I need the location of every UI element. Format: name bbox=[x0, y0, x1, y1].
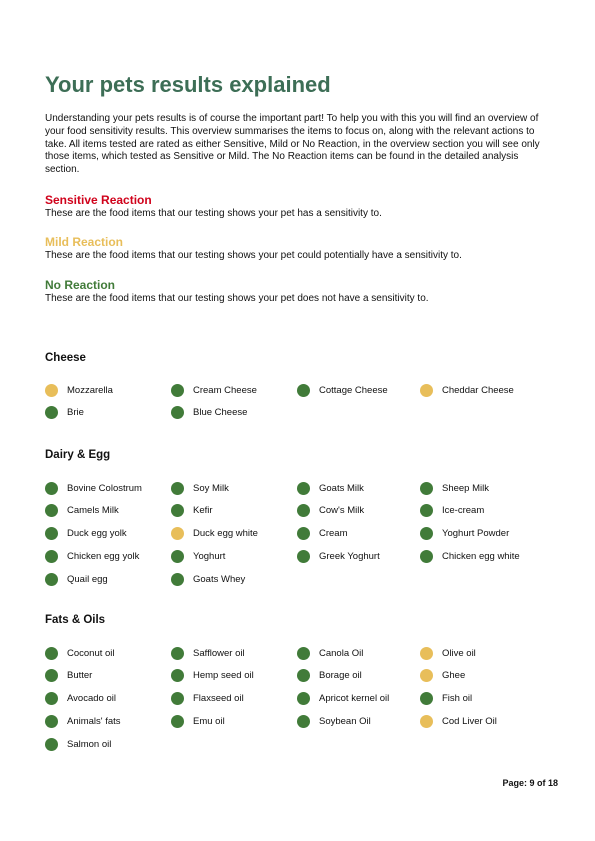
result-item-label: Cottage Cheese bbox=[319, 384, 388, 396]
status-dot-icon bbox=[420, 669, 433, 682]
status-dot-icon bbox=[171, 406, 184, 419]
status-dot-icon bbox=[297, 692, 310, 705]
result-item-label: Butter bbox=[67, 670, 93, 682]
section-title-dairy-egg: Dairy & Egg bbox=[45, 449, 111, 461]
result-item bbox=[171, 504, 213, 518]
section-title-cheese: Cheese bbox=[45, 352, 86, 364]
result-item bbox=[171, 406, 247, 420]
result-item-label: Blue Cheese bbox=[193, 407, 248, 419]
result-item-label: Cream bbox=[319, 528, 348, 540]
status-dot-icon bbox=[297, 384, 310, 397]
result-item bbox=[45, 692, 116, 706]
result-item bbox=[297, 481, 364, 495]
status-dot-icon bbox=[297, 482, 310, 495]
result-item bbox=[297, 549, 380, 563]
status-dot-icon bbox=[45, 550, 58, 563]
result-item-label: Quail egg bbox=[67, 573, 108, 585]
result-item bbox=[297, 692, 389, 706]
status-dot-icon bbox=[45, 573, 58, 586]
result-item bbox=[420, 669, 465, 683]
result-item bbox=[171, 481, 229, 495]
result-item bbox=[420, 714, 497, 728]
status-dot-icon bbox=[420, 692, 433, 705]
status-dot-icon bbox=[420, 647, 433, 660]
result-item-label: Goats Whey bbox=[193, 573, 246, 585]
status-dot-icon bbox=[297, 669, 310, 682]
result-item bbox=[45, 383, 113, 397]
status-dot-icon bbox=[420, 384, 433, 397]
status-dot-icon bbox=[45, 527, 58, 540]
result-item-label: Mozzarella bbox=[67, 384, 113, 396]
result-item-label: Chicken egg yolk bbox=[67, 550, 140, 562]
result-item-label: Camels Milk bbox=[67, 505, 119, 517]
status-dot-icon bbox=[45, 406, 58, 419]
result-item-label: Soybean Oil bbox=[319, 715, 371, 727]
result-item bbox=[420, 504, 484, 518]
result-item-label: Yoghurt bbox=[193, 550, 226, 562]
status-dot-icon bbox=[297, 550, 310, 563]
status-dot-icon bbox=[171, 715, 184, 728]
result-item bbox=[420, 481, 489, 495]
result-item-label: Flaxseed oil bbox=[193, 693, 244, 705]
legend-none bbox=[45, 278, 555, 305]
status-dot-icon bbox=[45, 669, 58, 682]
result-item-label: Borage oil bbox=[319, 670, 362, 682]
status-dot-icon bbox=[171, 573, 184, 586]
result-item bbox=[45, 527, 127, 541]
legend-mild bbox=[45, 235, 555, 262]
result-item-label: Fish oil bbox=[442, 693, 473, 705]
result-item-label: Goats Milk bbox=[319, 482, 364, 494]
result-item-label: Cheddar Cheese bbox=[442, 384, 514, 396]
result-item-label: Avocado oil bbox=[67, 693, 116, 705]
result-item-label: Soy Milk bbox=[193, 482, 229, 494]
result-item bbox=[45, 481, 142, 495]
status-dot-icon bbox=[45, 482, 58, 495]
result-item-label: Yoghurt Powder bbox=[442, 528, 510, 540]
page-number: Page: 9 of 18 bbox=[502, 778, 558, 788]
result-item bbox=[45, 714, 121, 728]
status-dot-icon bbox=[297, 715, 310, 728]
result-item bbox=[297, 504, 364, 518]
result-item bbox=[45, 669, 92, 683]
result-item bbox=[171, 527, 258, 541]
result-item bbox=[171, 646, 245, 660]
status-dot-icon bbox=[420, 504, 433, 517]
status-dot-icon bbox=[45, 715, 58, 728]
status-dot-icon bbox=[297, 527, 310, 540]
result-item bbox=[297, 646, 363, 660]
result-item bbox=[297, 383, 388, 397]
intro-paragraph: Understanding your pets results is of course the important part! To help you with this you will find an overview of your food sensitivity results. This overview summarises the items to focus on, along with the relevant actions to take. All items tested are rated as either Sensitive, Mild or No Reaction, in the overview section you will see only those items, which tested as Sensitive or Mild. The No Reaction items can be found in the detailed analysis section. bbox=[45, 113, 540, 176]
result-item bbox=[171, 383, 257, 397]
result-item bbox=[420, 646, 476, 660]
status-dot-icon bbox=[297, 504, 310, 517]
page-title: Your pets results explained bbox=[45, 72, 331, 97]
status-dot-icon bbox=[171, 527, 184, 540]
result-item-label: Olive oil bbox=[442, 647, 476, 659]
result-item bbox=[297, 527, 348, 541]
result-item-label: Coconut oil bbox=[67, 647, 115, 659]
result-item-label: Ghee bbox=[442, 670, 466, 682]
result-item bbox=[171, 669, 254, 683]
result-item-label: Greek Yoghurt bbox=[319, 550, 380, 562]
result-item bbox=[420, 383, 514, 397]
result-item bbox=[171, 714, 225, 728]
result-item bbox=[297, 714, 371, 728]
result-item-label: Ice-cream bbox=[442, 505, 485, 517]
result-item bbox=[45, 646, 115, 660]
result-item bbox=[171, 692, 244, 706]
result-item bbox=[171, 572, 245, 586]
status-dot-icon bbox=[420, 715, 433, 728]
result-item-label: Cow's Milk bbox=[319, 505, 365, 517]
legend-description: These are the food items that our testing shows your pet could potentially have a sensitivity to. bbox=[45, 250, 462, 261]
result-item-label: Sheep Milk bbox=[442, 482, 489, 494]
result-item-label: Apricot kernel oil bbox=[319, 693, 390, 705]
result-item-label: Salmon oil bbox=[67, 738, 112, 750]
result-item bbox=[45, 406, 84, 420]
legend-heading: No Reaction bbox=[45, 278, 116, 292]
status-dot-icon bbox=[171, 482, 184, 495]
legend-description: These are the food items that our testing shows your pet has a sensitivity to. bbox=[45, 208, 382, 219]
status-dot-icon bbox=[420, 527, 433, 540]
result-item-label: Kefir bbox=[193, 505, 213, 517]
result-item bbox=[420, 549, 520, 563]
section-title-fats-oils: Fats & Oils bbox=[45, 614, 106, 626]
result-item bbox=[45, 737, 111, 751]
status-dot-icon bbox=[171, 669, 184, 682]
result-item-label: Duck egg white bbox=[193, 528, 258, 540]
result-item bbox=[297, 669, 362, 683]
result-item bbox=[45, 504, 119, 518]
legend-heading: Sensitive Reaction bbox=[45, 193, 152, 207]
result-item-label: Canola Oil bbox=[319, 647, 364, 659]
result-item-label: Duck egg yolk bbox=[67, 528, 127, 540]
status-dot-icon bbox=[171, 504, 184, 517]
status-dot-icon bbox=[171, 384, 184, 397]
result-item bbox=[420, 692, 472, 706]
result-item-label: Animals' fats bbox=[67, 715, 121, 727]
status-dot-icon bbox=[420, 550, 433, 563]
result-item-label: Emu oil bbox=[193, 715, 225, 727]
status-dot-icon bbox=[297, 647, 310, 660]
result-item-label: Hemp seed oil bbox=[193, 670, 254, 682]
status-dot-icon bbox=[420, 482, 433, 495]
status-dot-icon bbox=[171, 647, 184, 660]
result-item-label: Safflower oil bbox=[193, 647, 245, 659]
legend-heading: Mild Reaction bbox=[45, 235, 124, 249]
status-dot-icon bbox=[45, 738, 58, 751]
result-item-label: Chicken egg white bbox=[442, 550, 520, 562]
result-item bbox=[420, 527, 509, 541]
status-dot-icon bbox=[45, 504, 58, 517]
status-dot-icon bbox=[45, 692, 58, 705]
result-item bbox=[171, 549, 225, 563]
result-item-label: Cod Liver Oil bbox=[442, 715, 497, 727]
result-item bbox=[45, 572, 108, 586]
status-dot-icon bbox=[45, 384, 58, 397]
legend-sensitive bbox=[45, 193, 555, 220]
result-item-label: Bovine Colostrum bbox=[67, 482, 142, 494]
status-dot-icon bbox=[171, 692, 184, 705]
status-dot-icon bbox=[45, 647, 58, 660]
legend-description: These are the food items that our testing shows your pet does not have a sensitivity to. bbox=[45, 293, 429, 304]
status-dot-icon bbox=[171, 550, 184, 563]
result-item bbox=[45, 549, 139, 563]
result-item-label: Cream Cheese bbox=[193, 384, 257, 396]
result-item-label: Brie bbox=[67, 407, 84, 419]
